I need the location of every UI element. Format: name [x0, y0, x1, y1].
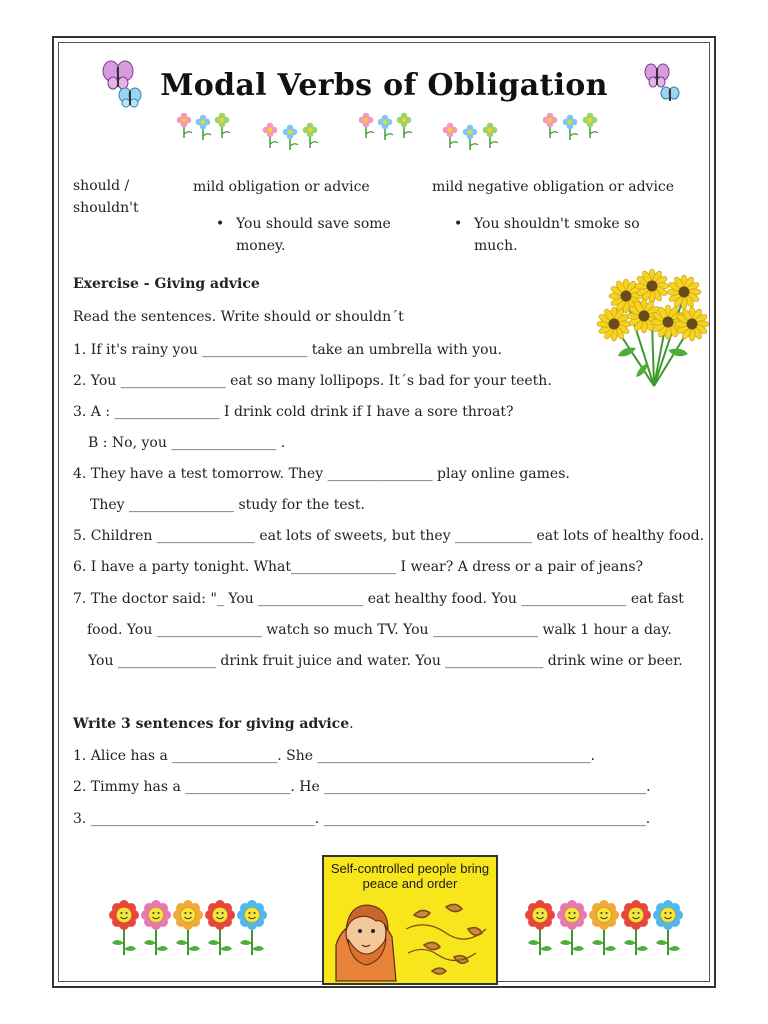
writing-heading — [73, 715, 354, 733]
negative-advice-example-list — [450, 213, 640, 257]
exercise-line: B : No, you _______________ . — [88, 435, 286, 451]
sunflower-bouquet-image — [596, 268, 712, 388]
smiley-flowers-left-image — [104, 895, 288, 955]
modal-term-line1: should / — [73, 178, 130, 194]
page-title: Modal Verbs of Obligation — [160, 68, 608, 103]
exercise-line: 1. If it's rainy you _______________ take an umbrella with you. — [73, 342, 503, 358]
exercise-line: food. You _______________ watch so much TV. You _______________ walk 1 hour a day. — [87, 622, 672, 638]
advice-heading: mild obligation or advice — [193, 179, 370, 195]
exercise-line: 7. The doctor said: "_ You _______________ eat healthy food. You _______________ eat fast — [73, 591, 684, 607]
negative-advice-example-line1: You shouldn't smoke so — [474, 216, 640, 232]
advice-example-line1: You should save some — [236, 216, 391, 232]
exercise-line: 2. You _______________ eat so many lollipops. It´s bad for your teeth. — [73, 373, 552, 389]
advice-example-line2: money. — [236, 238, 286, 254]
exercise-line: 6. I have a party tonight. What_______________ I wear? A dress or a pair of jeans? — [73, 559, 644, 575]
bearded-man-illustration — [328, 895, 494, 981]
exercise-heading: Exercise - Giving advice — [73, 276, 260, 292]
negative-advice-example — [450, 213, 640, 257]
negative-advice-heading: mild negative obligation or advice — [432, 179, 675, 195]
writing-heading-period: . — [349, 716, 354, 732]
exercise-line: 3. A : _______________ I drink cold drink if I have a sore throat? — [73, 404, 514, 420]
exercise-line: You ______________ drink fruit juice and water. You ______________ drink wine or beer. — [88, 653, 683, 669]
self-control-poster — [322, 855, 498, 985]
exercise-line: They _______________ study for the test. — [90, 497, 365, 513]
modal-term-line2: shouldn't — [73, 200, 139, 216]
advice-example — [212, 213, 391, 257]
smiley-flowers-right-image — [520, 895, 704, 955]
writing-line: 1. Alice has a _______________. She _______________________________________. — [73, 748, 595, 764]
writing-line: 3. ________________________________. ______________________________________________. — [73, 811, 651, 827]
writing-line: 2. Timmy has a _______________. He ______________________________________________. — [73, 779, 651, 795]
exercise-line: 4. They have a test tomorrow. They _______________ play online games. — [73, 466, 570, 482]
exercise-instruction: Read the sentences. Write should or shouldn´t — [73, 309, 404, 325]
poster-caption: Self-controlled people bring peace and order — [330, 861, 490, 891]
flower-row-decoration — [170, 110, 610, 156]
negative-advice-example-line2: much. — [474, 238, 518, 254]
writing-heading-text: Write 3 sentences for giving advice — [73, 716, 350, 732]
advice-example-list — [212, 213, 391, 257]
exercise-line: 5. Children ______________ eat lots of sweets, but they ___________ eat lots of healthy food. — [73, 528, 705, 544]
